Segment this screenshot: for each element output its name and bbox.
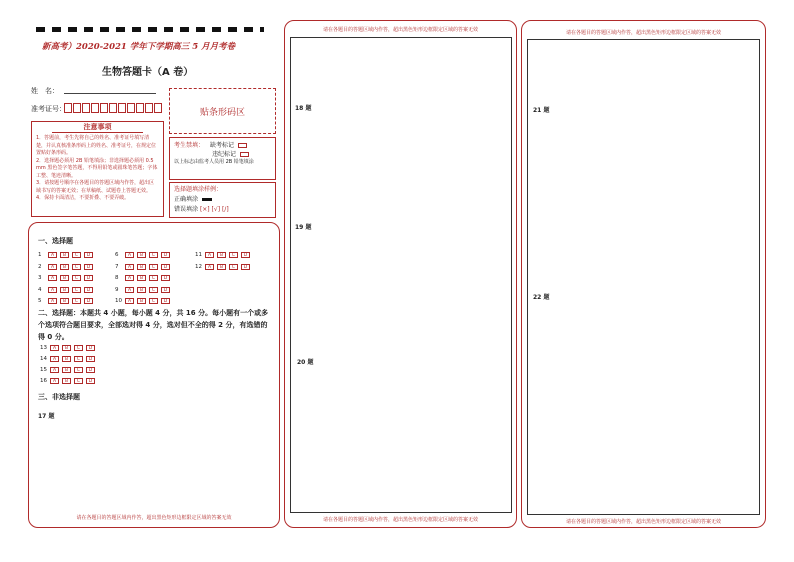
- option-bubble-c[interactable]: C: [74, 356, 83, 362]
- sample-box: [169, 182, 276, 218]
- option-bubble-b[interactable]: B: [137, 275, 146, 281]
- question-number: 5: [38, 298, 42, 304]
- status-note: 以上标志由监考人员用 2B 铅笔填涂: [174, 159, 254, 165]
- option-bubble-d[interactable]: D: [86, 356, 95, 362]
- question-number: 2: [38, 263, 42, 270]
- question-number: 9: [115, 286, 119, 293]
- option-bubble-a[interactable]: A: [125, 287, 134, 293]
- option-bubble-d[interactable]: D: [86, 345, 95, 351]
- notice-line: 2．选择题必须用 2B 铅笔填涂；非选择题必须用 0.5 mm 黑色签字笔答题，不得用铅笔或圆珠笔答题；字体工整、笔迹清晰。: [36, 157, 158, 179]
- footer-note-1: 请在各题目的答题区域内作答，超出黑色矩形边框限定区域的答案无效: [76, 515, 232, 521]
- option-bubble-d[interactable]: D: [161, 264, 170, 270]
- question-number: 7: [115, 263, 119, 270]
- option-bubble-b[interactable]: B: [137, 264, 146, 270]
- question-number: 1: [38, 252, 42, 258]
- card-title: 生物答题卡（A 卷）: [102, 67, 194, 78]
- barcode-area: 贴条形码区: [169, 88, 276, 134]
- option-bubble-a[interactable]: A: [48, 264, 57, 270]
- footer-note-2: 请在各题目的答题区域内作答，超出黑色矩形边框限定区域的答案无效: [322, 517, 478, 523]
- option-bubble-a[interactable]: A: [48, 298, 57, 304]
- name-field[interactable]: [64, 93, 156, 94]
- q19-label: 19 题: [295, 224, 312, 231]
- question-row-16: [40, 378, 98, 384]
- option-bubble-d[interactable]: D: [161, 252, 170, 258]
- notice-box: [31, 121, 164, 217]
- option-bubble-c[interactable]: C: [74, 378, 83, 384]
- option-bubble-d[interactable]: D: [86, 367, 95, 373]
- option-bubble-d[interactable]: D: [84, 298, 93, 304]
- filled-mark-icon: [202, 198, 212, 201]
- id-label: 准考证号：: [31, 105, 66, 113]
- question-row-9: [115, 287, 173, 293]
- option-bubble-a[interactable]: A: [48, 275, 57, 281]
- question-number: 14: [40, 356, 47, 362]
- question-row-15: [40, 367, 98, 373]
- header-note-3: 请在各题目的答题区域内作答，超出黑色矩形边框限定区域的答案无效: [565, 30, 721, 36]
- option-bubble-c[interactable]: C: [229, 252, 238, 258]
- option-bubble-d[interactable]: D: [161, 298, 170, 304]
- option-bubble-b[interactable]: B: [62, 378, 71, 384]
- option-bubble-a[interactable]: A: [50, 378, 59, 384]
- option-bubble-a[interactable]: A: [125, 264, 134, 270]
- notice-line: 3．请按题号顺序在各题目的答题区域内作答，超出区域书写的答案无效；在草稿纸、试题卷上答题无效。: [36, 180, 155, 194]
- option-bubble-d[interactable]: D: [84, 287, 93, 293]
- option-bubble-c[interactable]: C: [74, 367, 83, 373]
- option-bubble-a[interactable]: A: [50, 356, 59, 362]
- correct-label: 正确填涂: [174, 196, 199, 203]
- question-number: 11: [195, 252, 202, 258]
- option-bubble-d[interactable]: D: [84, 275, 93, 281]
- question-number: 3: [38, 275, 42, 281]
- option-bubble-c[interactable]: C: [229, 264, 238, 270]
- option-bubble-b[interactable]: B: [217, 264, 226, 270]
- option-bubble-b[interactable]: B: [137, 298, 146, 304]
- notice-line: 4．保持卡面清洁，不要折叠、不要弄破。: [36, 195, 130, 201]
- question-row-3: [38, 275, 96, 281]
- option-bubble-c[interactable]: C: [149, 275, 158, 281]
- question-number: 8: [115, 275, 119, 281]
- option-bubble-a[interactable]: A: [125, 252, 134, 258]
- question-row-10: [115, 298, 173, 304]
- question-row-11: [195, 252, 253, 258]
- option-bubble-d[interactable]: D: [241, 252, 250, 258]
- option-bubble-b[interactable]: B: [60, 252, 69, 258]
- option-bubble-b[interactable]: B: [60, 287, 69, 293]
- footer-note-3: 请在各题目的答题区域内作答，超出黑色矩形边框限定区域的答案无效: [565, 519, 721, 525]
- option-bubble-d[interactable]: D: [161, 287, 170, 293]
- notice-title: 注意事项: [52, 122, 143, 133]
- question-row-13: [40, 345, 98, 351]
- status-title: 考生禁填：: [174, 142, 205, 149]
- option-bubble-c[interactable]: C: [72, 287, 81, 293]
- question-row-1: [38, 252, 96, 258]
- q22-label: 22 题: [533, 294, 550, 301]
- option-bubble-a[interactable]: A: [125, 275, 134, 281]
- q20-label: 20 题: [297, 359, 314, 366]
- option-bubble-c[interactable]: C: [149, 287, 158, 293]
- option-bubble-b[interactable]: B: [60, 264, 69, 270]
- option-bubble-c[interactable]: C: [72, 264, 81, 270]
- id-boxes[interactable]: [64, 103, 163, 113]
- section2-desc: 二、选择题：本题共 4 小题，每小题 4 分，共 16 分。每小题有一个或多个选项符合题目要求，全部选对得 4 分，选对但不全的得 2 分，有选错的得 0 分。: [38, 309, 269, 341]
- option-bubble-b[interactable]: B: [137, 287, 146, 293]
- option-bubble-a[interactable]: A: [50, 345, 59, 351]
- option-bubble-d[interactable]: D: [84, 252, 93, 258]
- option-bubble-b[interactable]: B: [62, 356, 71, 362]
- question-row-6: [115, 252, 173, 258]
- section1-title: 一、选择题: [38, 237, 73, 245]
- question-number: 12: [195, 263, 202, 270]
- option-bubble-d[interactable]: D: [161, 275, 170, 281]
- option-bubble-c[interactable]: C: [149, 264, 158, 270]
- question-number: 4: [38, 286, 42, 293]
- q17-label: 17 题: [38, 413, 55, 420]
- answer-box-3[interactable]: [527, 39, 760, 515]
- option-bubble-a[interactable]: A: [48, 252, 57, 258]
- section3-title: 三、非选择题: [38, 393, 80, 401]
- option-bubble-c[interactable]: C: [72, 298, 81, 304]
- option-bubble-b[interactable]: B: [60, 275, 69, 281]
- option-bubble-a[interactable]: A: [205, 264, 214, 270]
- answer-box-2[interactable]: [290, 37, 512, 513]
- exam-title: 新高考）2020-2021 学年下学期高三 5 月月考卷: [42, 42, 236, 52]
- option-bubble-c[interactable]: C: [72, 252, 81, 258]
- violation-label: 违纪标记: [212, 151, 237, 158]
- question-number: 13: [40, 345, 47, 351]
- absent-label: 缺考标记: [209, 142, 234, 149]
- question-row-7: [115, 264, 173, 270]
- notice-line: 1．答题前，考生先将自己的姓名、准考证号填写清楚，并认真核准条形码上的姓名、准考证号，在规定位置贴好条形码。: [36, 135, 157, 156]
- option-bubble-c[interactable]: C: [149, 298, 158, 304]
- option-bubble-a[interactable]: A: [48, 287, 57, 293]
- option-bubble-b[interactable]: B: [60, 298, 69, 304]
- option-bubble-c[interactable]: C: [149, 252, 158, 258]
- sample-title: 选择题填涂样例：: [174, 186, 223, 193]
- option-bubble-b[interactable]: B: [217, 252, 226, 258]
- question-row-8: [115, 275, 173, 281]
- option-bubble-a[interactable]: A: [205, 252, 214, 258]
- option-bubble-d[interactable]: D: [241, 264, 250, 270]
- question-number: 16: [40, 378, 47, 384]
- name-label: 姓 名：: [31, 87, 59, 95]
- question-row-4: [38, 287, 96, 293]
- option-bubble-d[interactable]: D: [84, 264, 93, 270]
- option-bubble-b[interactable]: B: [62, 345, 71, 351]
- top-dash-marker: [36, 27, 264, 32]
- question-row-14: [40, 356, 98, 362]
- header-note-2: 请在各题目的答题区域内作答，超出黑色矩形边框限定区域的答案无效: [322, 27, 478, 33]
- question-number: 15: [40, 367, 47, 373]
- wrong-marks: [×] [√] [/]: [199, 206, 229, 213]
- option-bubble-a[interactable]: A: [125, 298, 134, 304]
- question-number: 10: [115, 298, 122, 304]
- question-row-5: [38, 298, 96, 304]
- q18-label: 18 题: [295, 105, 312, 112]
- option-bubble-c[interactable]: C: [74, 345, 83, 351]
- option-bubble-c[interactable]: C: [72, 275, 81, 281]
- q21-label: 21 题: [533, 107, 550, 114]
- question-row-12: [195, 264, 253, 270]
- question-number: 6: [115, 252, 119, 258]
- status-box: [169, 137, 276, 180]
- option-bubble-b[interactable]: B: [137, 252, 146, 258]
- option-bubble-d[interactable]: D: [86, 378, 95, 384]
- absent-checkbox[interactable]: [238, 143, 247, 148]
- wrong-label: 错误填涂: [174, 206, 199, 213]
- violation-checkbox[interactable]: [240, 152, 249, 157]
- question-row-2: [38, 264, 96, 270]
- option-bubble-b[interactable]: B: [62, 367, 71, 373]
- option-bubble-a[interactable]: A: [50, 367, 59, 373]
